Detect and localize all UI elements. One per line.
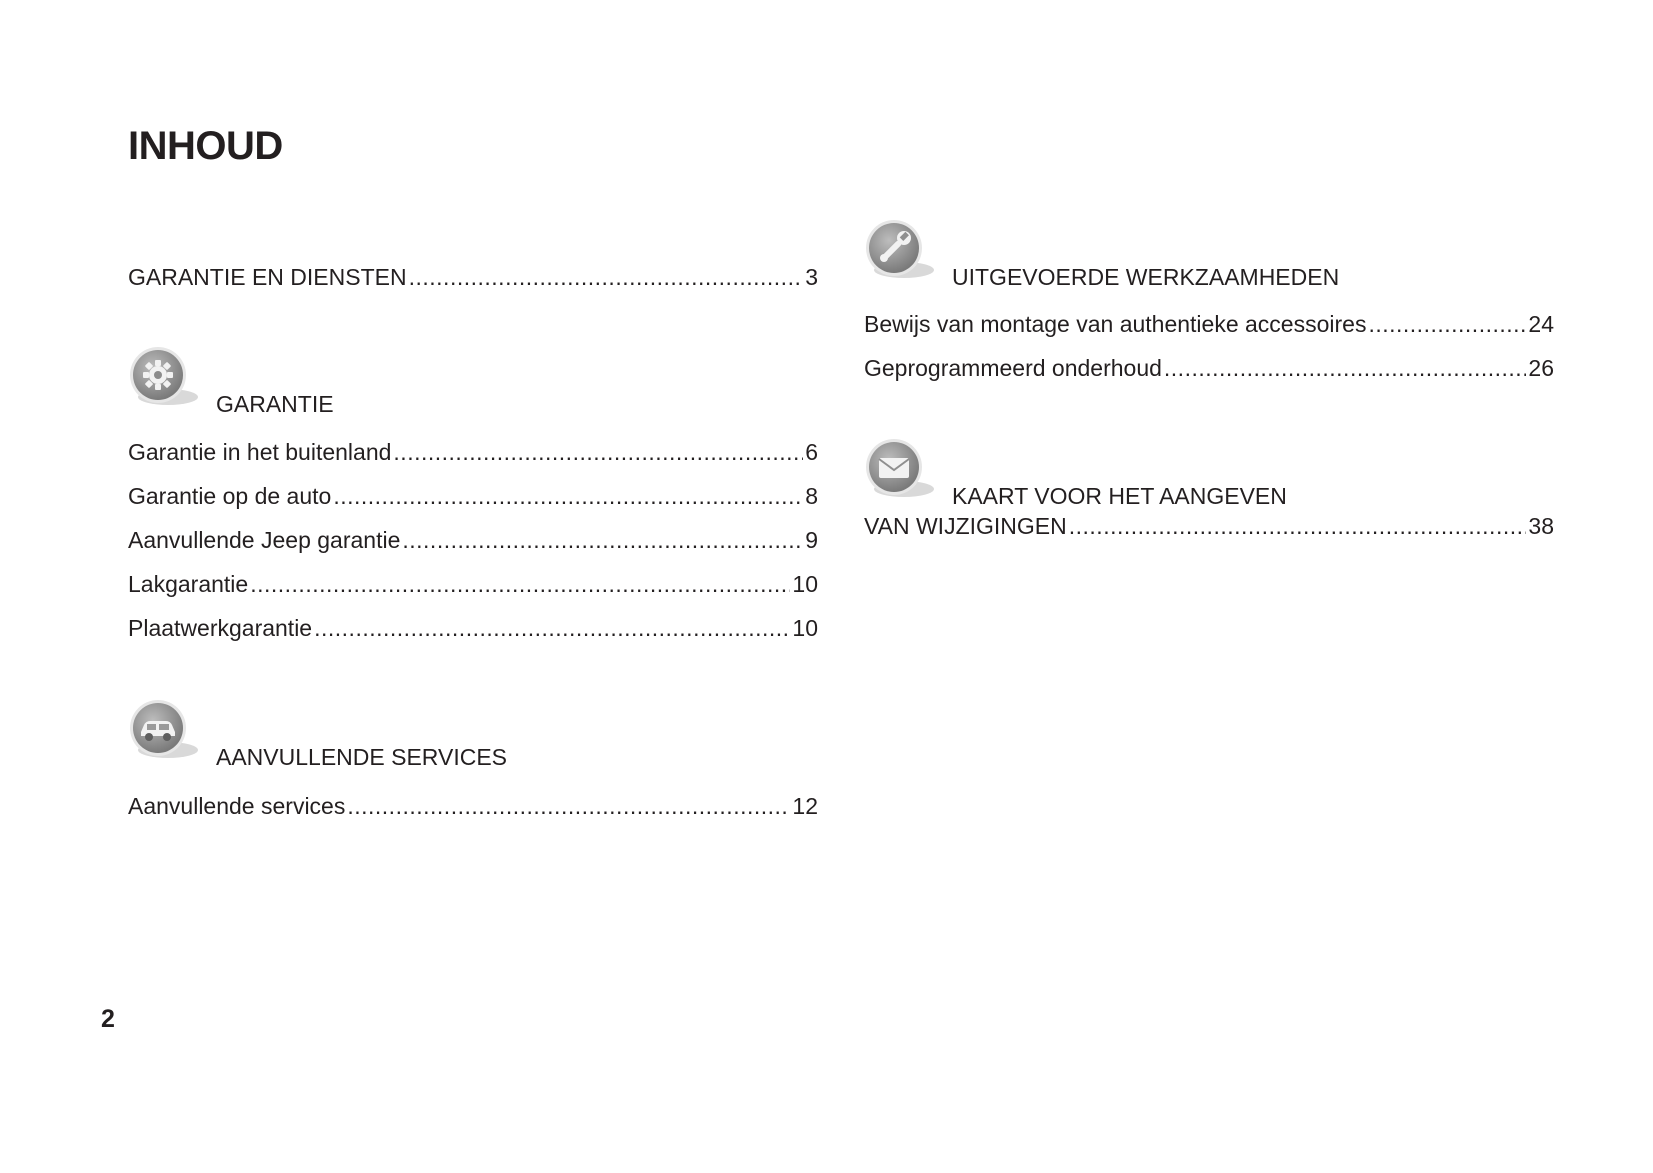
toc-entry-label: GARANTIE EN DIENSTEN [128,264,407,290]
section-title: GARANTIE [216,391,334,417]
toc-entry-label: Geprogrammeerd onderhoud [864,355,1162,381]
toc-entry-page: 12 [792,793,818,819]
section-title: KAART VOOR HET AANGEVEN [952,483,1287,509]
toc-entry-garantie-en-diensten[interactable] [128,262,818,292]
toc-right-column [864,0,1554,1173]
page-number: 2 [101,1005,115,1033]
toc-entry-label: Aanvullende services [128,793,346,819]
toc-left-column [128,0,818,1173]
gear-icon [128,345,200,417]
car-icon [128,698,200,770]
toc-entry[interactable] [128,569,818,599]
leader-dots [250,569,790,599]
section-header-kaart [864,437,1554,517]
section-header-uitgevoerde-werkzaamheden [864,218,1554,298]
page-title: INHOUD [128,124,283,168]
section-title: UITGEVOERDE WERKZAAMHEDEN [952,264,1340,290]
section-header-aanvullende-services [128,698,818,778]
toc-entry[interactable] [864,309,1554,339]
toc-entry[interactable] [864,511,1554,541]
section-header-garantie [128,345,818,425]
leader-dots [1164,353,1527,383]
toc-entry-page: 9 [805,527,818,553]
toc-entry-label: Plaatwerkgarantie [128,615,313,641]
toc-entry-page: 8 [805,483,818,509]
toc-entry-label: VAN WIJZIGINGEN [864,513,1067,539]
leader-dots [393,437,803,467]
leader-dots [402,525,803,555]
toc-entry[interactable] [128,613,818,643]
toc-entry-page: 24 [1528,311,1554,337]
toc-entry-label: Garantie op de auto [128,483,332,509]
leader-dots [1368,309,1526,339]
toc-entry-page: 3 [805,264,818,290]
toc-entry-label: Bewijs van montage van authentieke accessoires [864,311,1367,337]
toc-entry-page: 10 [792,615,818,641]
leader-dots [333,481,803,511]
section-title: AANVULLENDE SERVICES [216,744,508,770]
toc-entry-page: 10 [792,571,818,597]
toc-entry-page: 38 [1528,513,1554,539]
envelope-icon [864,437,936,509]
toc-entry-page: 6 [805,439,818,465]
toc-entry-page: 26 [1528,355,1554,381]
leader-dots [314,613,790,643]
leader-dots [347,791,790,821]
wrench-icon [864,218,936,290]
leader-dots [409,262,804,292]
toc-entry[interactable] [128,481,818,511]
toc-entry[interactable] [864,353,1554,383]
leader-dots [1069,511,1527,541]
toc-entry[interactable] [128,525,818,555]
toc-entry-label: Garantie in het buitenland [128,439,392,465]
toc-entry[interactable] [128,791,818,821]
toc-entry[interactable] [128,437,818,467]
toc-entry-label: Lakgarantie [128,571,249,597]
toc-entry-label: Aanvullende Jeep garantie [128,527,401,553]
